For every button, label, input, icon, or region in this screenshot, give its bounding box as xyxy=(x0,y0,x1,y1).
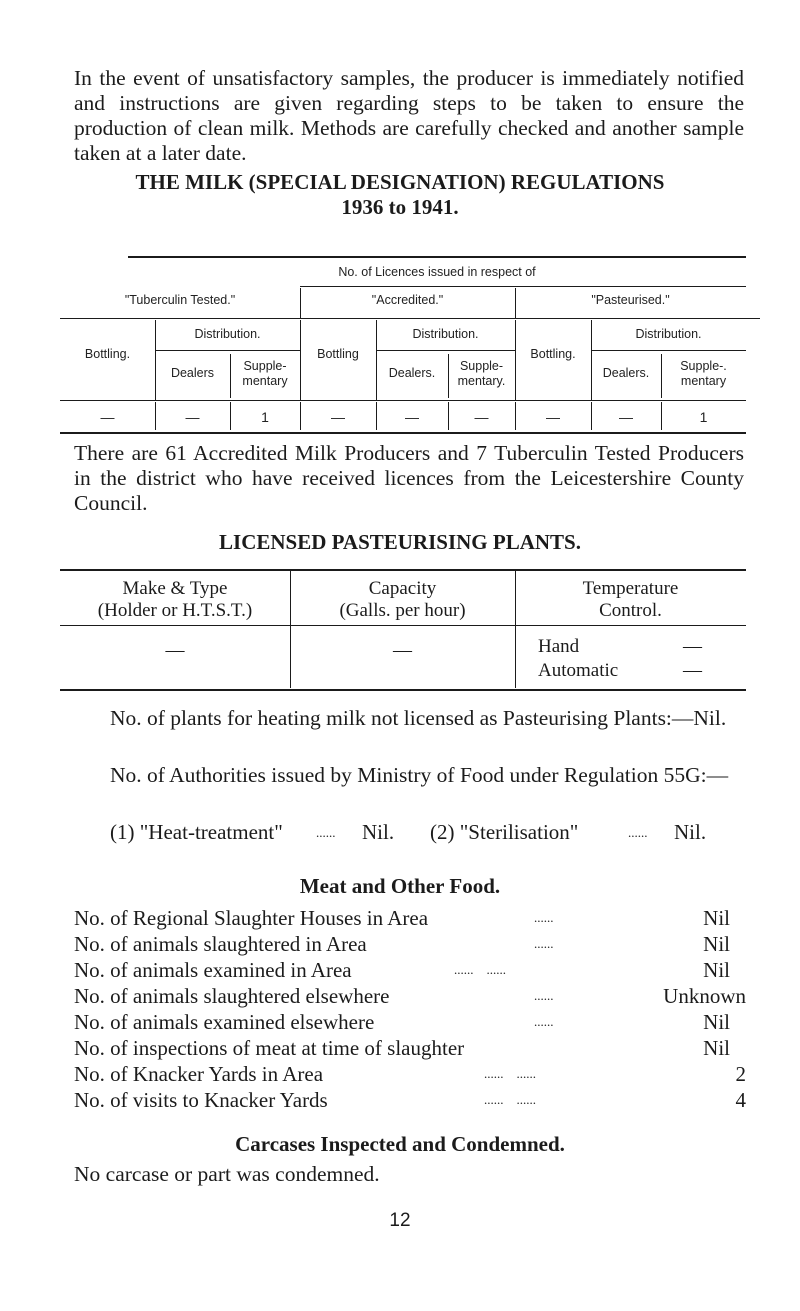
table-divider xyxy=(376,320,377,400)
header-line: Capacity xyxy=(368,578,437,599)
table-divider xyxy=(155,320,156,400)
capacity-header xyxy=(290,578,515,622)
list-item-dots: ...... ...... xyxy=(454,962,506,977)
temperature-header xyxy=(515,578,746,622)
table-divider xyxy=(290,571,291,688)
list-item-dots: ...... ...... xyxy=(484,1092,536,1107)
list-item-value: Nil xyxy=(703,1036,730,1060)
list-item-label: No. of animals examined elsewhere xyxy=(74,1010,375,1034)
table-cell: 1 xyxy=(699,409,708,425)
sterilisation-item: (2) "Sterilisation" xyxy=(430,820,579,844)
list-item-dots: ...... xyxy=(534,1014,554,1029)
supplementary-header-line: mentary xyxy=(242,374,288,388)
supplementary-header xyxy=(448,359,515,389)
table-cell: — xyxy=(331,409,345,425)
regulations-years: 1936 to 1941. xyxy=(341,195,459,219)
group-header-tuberculin: "Tuberculin Tested." xyxy=(124,293,236,307)
carcases-text: No carcase or part was condemned. xyxy=(74,1162,380,1186)
list-item-value: 4 xyxy=(735,1088,746,1112)
make-type-header xyxy=(60,578,290,622)
table-rule xyxy=(60,400,746,401)
dealers-header: Dealers xyxy=(170,366,215,380)
table-divider xyxy=(300,320,301,400)
bottling-header: Bottling. xyxy=(530,347,576,361)
list-item-label: No. of inspections of meat at time of slaughter xyxy=(74,1036,465,1060)
supplementary-header-line: Supple- xyxy=(459,359,504,373)
table-divider xyxy=(230,402,231,430)
hand-control-label: Hand xyxy=(538,636,580,657)
producers-paragraph: There are 61 Accredited Milk Producers and 7 Tuberculin Tested Producers in the district who have received licences from the Leicestershire County Council. xyxy=(74,441,744,515)
heat-treatment-item: (1) "Heat-treatment" xyxy=(110,820,283,844)
table-divider xyxy=(661,402,662,430)
table-divider xyxy=(515,571,516,688)
list-item-value: Nil xyxy=(703,906,730,930)
list-item-label: No. of Knacker Yards in Area xyxy=(74,1062,324,1086)
table-divider xyxy=(591,402,592,430)
automatic-control-label: Automatic xyxy=(538,660,619,681)
distribution-header: Distribution. xyxy=(412,327,479,341)
heat-treatment-value: Nil. xyxy=(362,820,395,844)
table-rule xyxy=(155,350,300,351)
table-cell: 1 xyxy=(261,409,269,425)
header-line: (Holder or H.T.S.T.) xyxy=(97,600,253,621)
page-number: 12 xyxy=(389,1210,411,1231)
table-rule xyxy=(60,569,746,571)
group-header-accredited: "Accredited." xyxy=(371,293,444,307)
bottling-header: Bottling xyxy=(317,347,359,361)
table-divider xyxy=(448,402,449,430)
list-item-dots: ...... xyxy=(534,936,554,951)
list-item xyxy=(74,906,746,930)
authorities-line xyxy=(110,820,750,845)
table-cell: — xyxy=(546,409,560,425)
list-item-value: Nil xyxy=(703,958,730,982)
authorities-paragraph: No. of Authorities issued by Ministry of Food under Regulation 55G:— xyxy=(110,763,729,787)
header-line: Temperature xyxy=(582,578,679,599)
distribution-header: Distribution. xyxy=(194,327,261,341)
meat-title: Meat and Other Food. xyxy=(299,874,501,898)
list-item-label: No. of animals slaughtered elsewhere xyxy=(74,984,390,1008)
supplementary-header-line: mentary. xyxy=(457,374,506,388)
header-line: (Galls. per hour) xyxy=(339,600,466,621)
sterilisation-dots: ...... xyxy=(628,825,648,840)
automatic-control-value: — xyxy=(683,660,702,681)
table-divider xyxy=(300,288,301,318)
table-divider xyxy=(155,402,156,430)
supplementary-header-line: mentary xyxy=(680,374,727,388)
list-item-value: 2 xyxy=(735,1062,746,1086)
table-rule xyxy=(300,286,746,287)
table-rule xyxy=(591,350,746,351)
list-item xyxy=(74,1088,746,1112)
supplementary-header xyxy=(230,359,300,389)
table-cell: — xyxy=(405,409,419,425)
list-item-label: No. of visits to Knacker Yards xyxy=(74,1088,328,1112)
list-item-dots: ...... xyxy=(534,988,554,1003)
table-rule xyxy=(376,350,515,351)
group-header-pasteurised: "Pasteurised." xyxy=(591,293,670,307)
regulations-title: THE MILK (SPECIAL DESIGNATION) REGULATIONS xyxy=(135,170,665,194)
list-item-label: No. of Regional Slaughter Houses in Area xyxy=(74,906,429,930)
list-item xyxy=(74,1036,746,1060)
pasteurising-title: LICENSED PASTEURISING PLANTS. xyxy=(219,530,581,554)
table-rule xyxy=(60,318,760,319)
table-divider xyxy=(300,402,301,430)
table-cell: — xyxy=(474,409,489,425)
table-rule xyxy=(60,689,746,691)
list-item-value: Nil xyxy=(703,932,730,956)
dealers-header: Dealers. xyxy=(388,366,436,380)
table-divider xyxy=(515,320,516,400)
table-divider xyxy=(661,354,662,398)
table-divider xyxy=(515,288,516,318)
heat-treatment-dots: ...... xyxy=(316,825,336,840)
table-divider xyxy=(448,354,449,398)
list-item xyxy=(74,984,746,1008)
capacity-cell: — xyxy=(393,640,412,661)
header-line: Control. xyxy=(599,600,662,621)
list-item xyxy=(74,1062,746,1086)
intro-paragraph: In the event of unsatisfactory samples, the producer is immediately notified and instructions are given regarding steps to be taken to ensure the production of clean milk. Methods are carefully checked and another sample taken at a later date. xyxy=(74,66,744,165)
table-cell: — xyxy=(185,409,200,425)
carcases-title: Carcases Inspected and Condemned. xyxy=(235,1132,565,1156)
list-item-label: No. of animals examined in Area xyxy=(74,958,352,982)
make-type-cell: — xyxy=(165,640,185,661)
table-divider xyxy=(515,402,516,430)
table-divider xyxy=(376,402,377,430)
bottling-header: Bottling. xyxy=(84,347,131,361)
header-line: Make & Type xyxy=(122,578,228,599)
table-caption: No. of Licences issued in respect of xyxy=(338,265,536,279)
table-divider xyxy=(591,320,592,400)
table-rule xyxy=(60,432,746,434)
distribution-header: Distribution. xyxy=(635,327,702,341)
list-item xyxy=(74,958,746,982)
hand-control-value: — xyxy=(683,636,702,657)
list-item-label: No. of animals slaughtered in Area xyxy=(74,932,367,956)
dealers-header: Dealers. xyxy=(602,366,650,380)
table-cell: — xyxy=(100,409,115,425)
list-item-dots: ...... xyxy=(534,910,554,925)
table-cell: — xyxy=(619,409,633,425)
supplementary-header-line: Supple-. xyxy=(680,359,727,373)
supplementary-header-line: Supple- xyxy=(243,359,287,373)
sterilisation-value: Nil. xyxy=(674,820,707,844)
table-divider xyxy=(230,354,231,398)
table-rule xyxy=(128,256,746,258)
list-item xyxy=(74,932,746,956)
list-item-dots: ...... ...... xyxy=(484,1066,536,1081)
list-item-value: Nil xyxy=(703,1010,730,1034)
table-rule xyxy=(60,625,746,626)
list-item xyxy=(74,1010,746,1034)
heating-paragraph: No. of plants for heating milk not licensed as Pasteurising Plants:—Nil. xyxy=(110,706,727,730)
list-item-value: Unknown xyxy=(663,984,746,1008)
supplementary-header xyxy=(661,359,746,389)
